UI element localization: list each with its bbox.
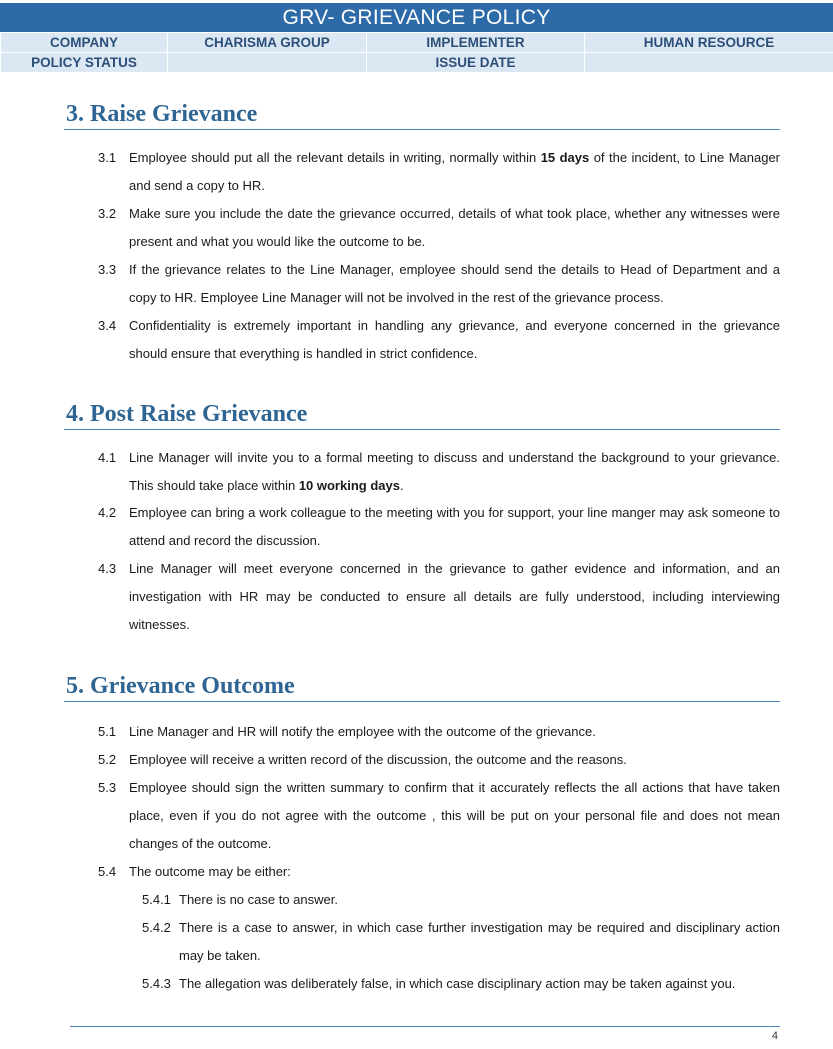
- footer-divider: [70, 1026, 780, 1027]
- section-divider: [64, 701, 780, 702]
- policy-status-label: POLICY STATUS: [1, 53, 168, 73]
- section-heading-5: 5. Grievance Outcome: [66, 673, 295, 699]
- section-heading-4: 4. Post Raise Grievance: [66, 401, 308, 427]
- implementer-label: IMPLEMENTER: [367, 33, 585, 53]
- meta-row-2: [1, 53, 833, 73]
- section-heading-3: 3. Raise Grievance: [66, 101, 258, 127]
- section-divider: [64, 429, 780, 430]
- issue-date-value: [585, 53, 833, 73]
- implementer-value: HUMAN RESOURCE: [585, 33, 833, 53]
- meta-row-1: [1, 33, 833, 53]
- policy-meta-table: [0, 32, 833, 73]
- issue-date-label: ISSUE DATE: [367, 53, 585, 73]
- company-label: COMPANY: [1, 33, 168, 53]
- policy-status-value: [168, 53, 367, 73]
- section-divider: [64, 129, 780, 130]
- company-value: CHARISMA GROUP: [168, 33, 367, 53]
- page-number: 4: [771, 1030, 778, 1042]
- document-title: GRV- GRIEVANCE POLICY: [0, 3, 833, 32]
